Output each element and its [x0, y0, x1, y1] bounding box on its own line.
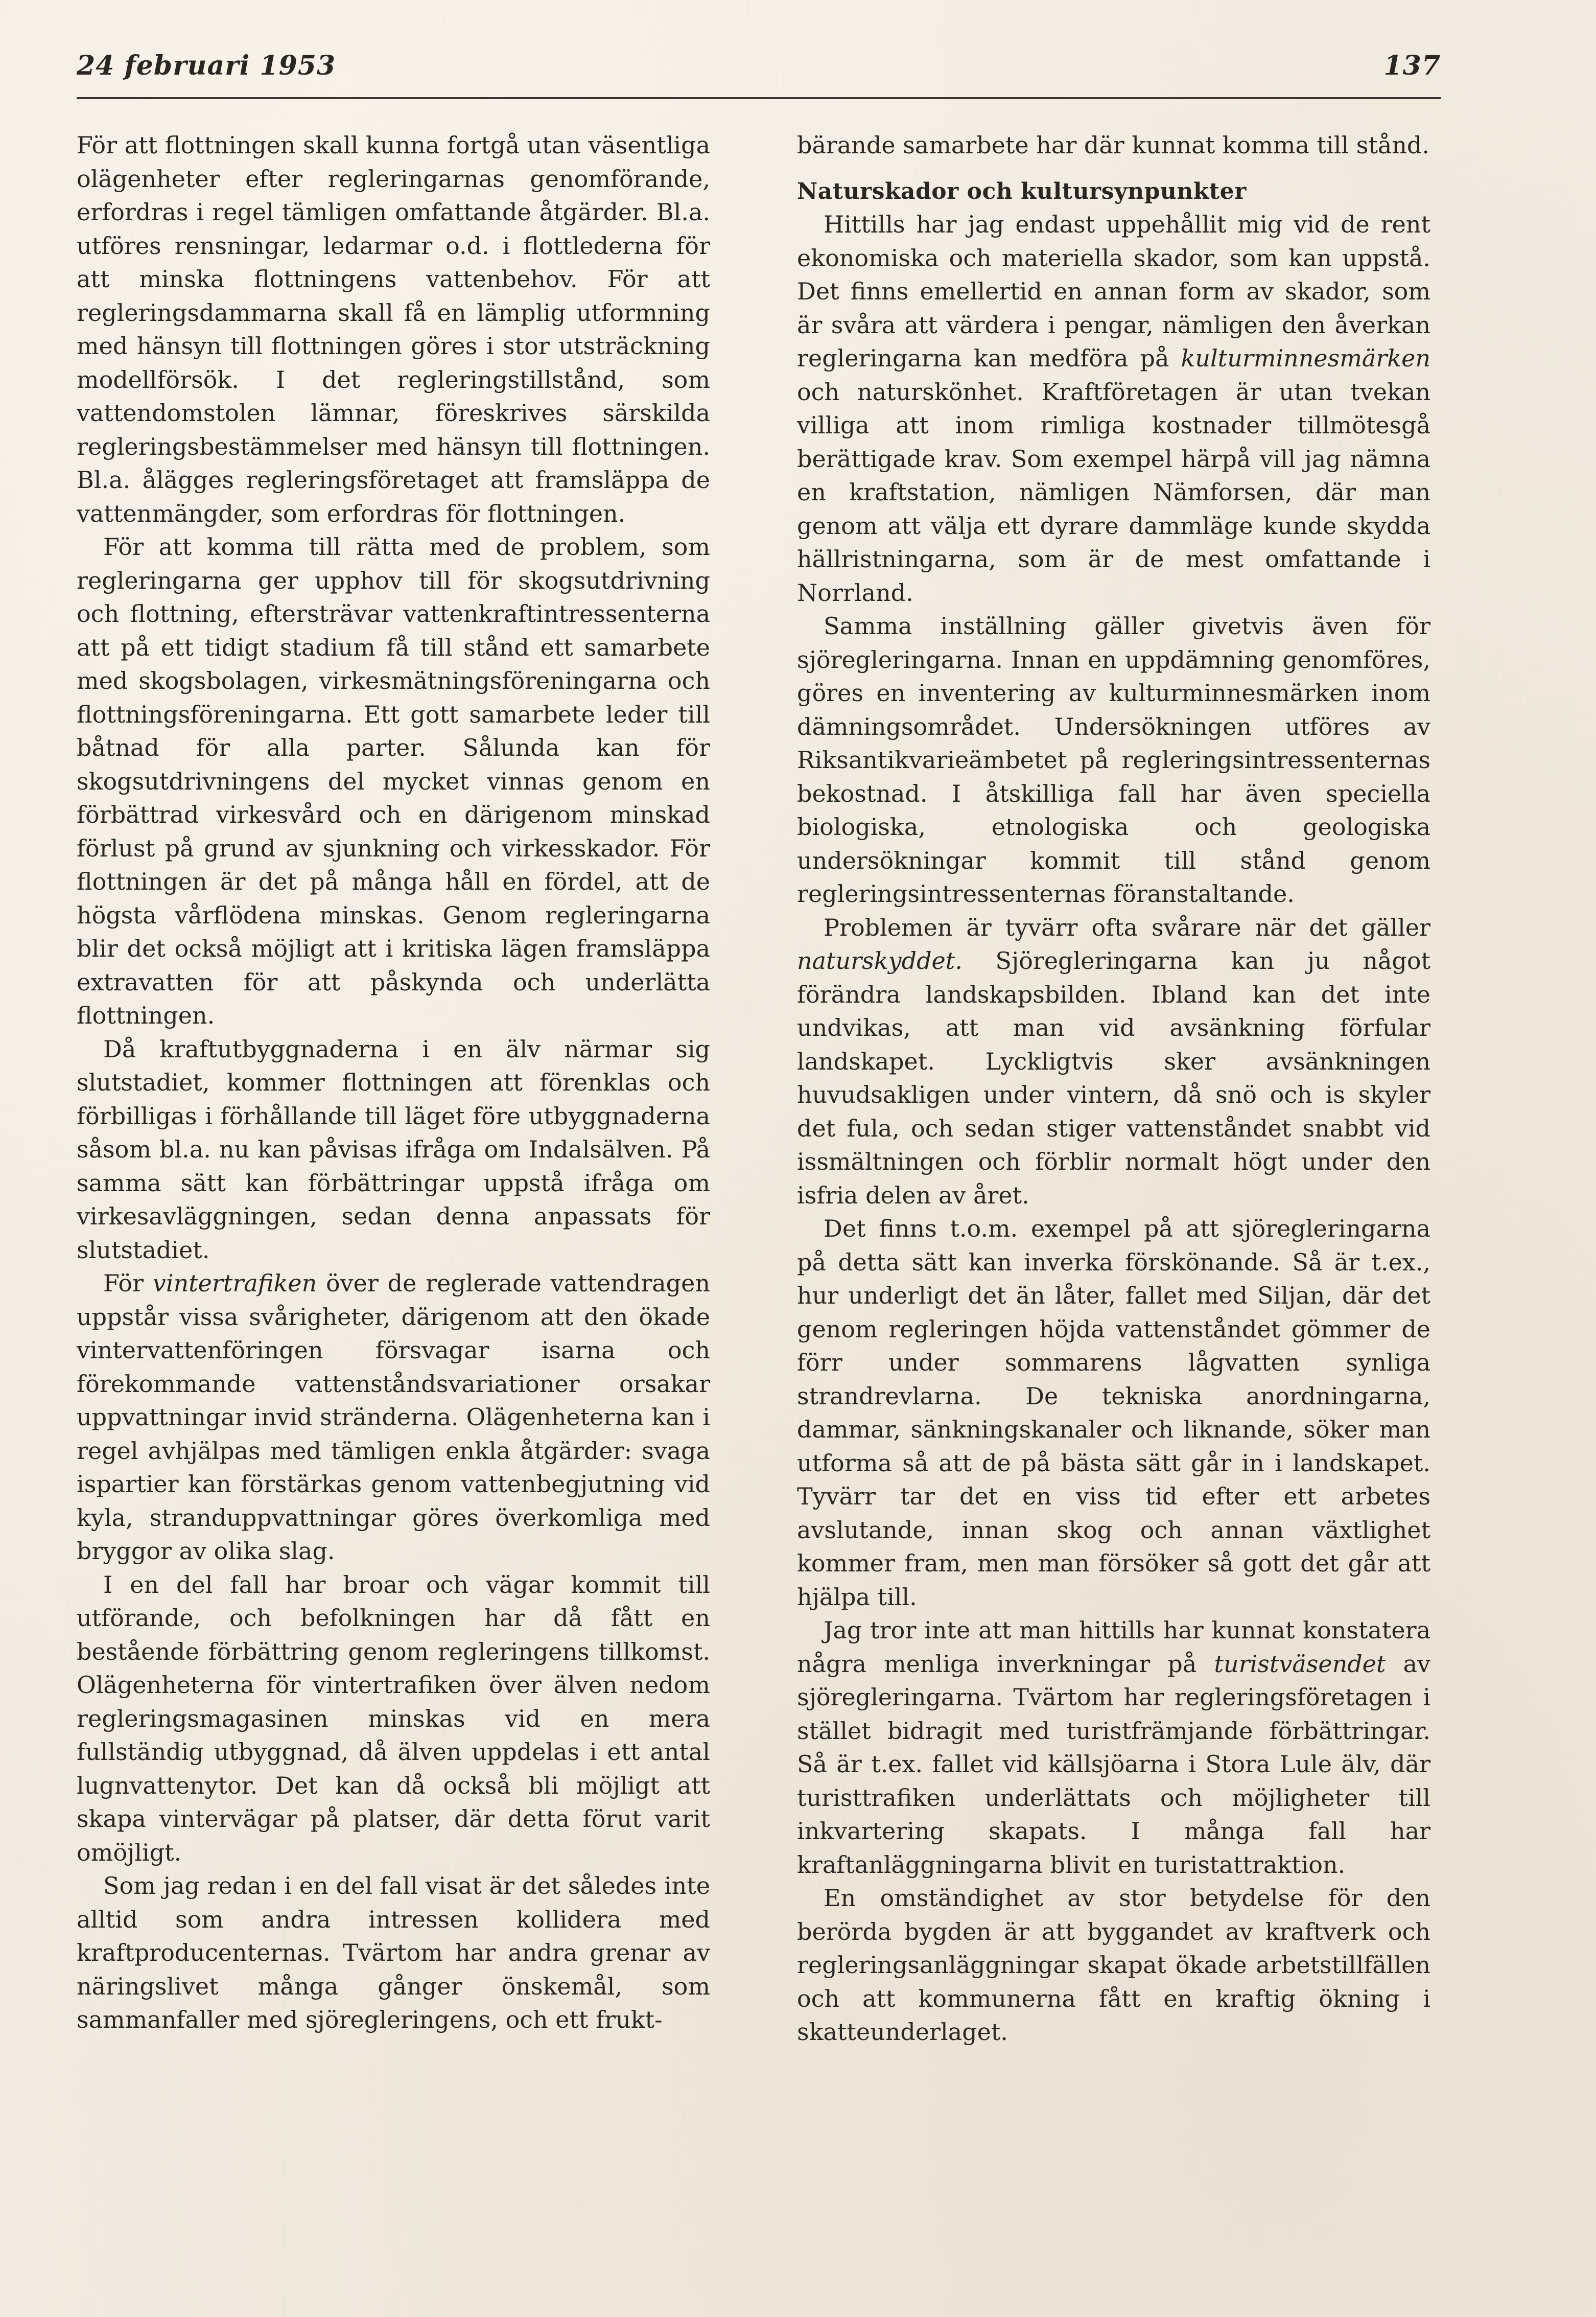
paragraph-vintertrafik — [77, 1267, 710, 1568]
paragraph-continuation: bärande samarbete har där kunnat komma till stånd. — [797, 131, 1430, 159]
text-segment: Hittills har jag endast uppehållit mig vid de rent ekonomiska och materiella skador, som kan uppstå. Det finns emellertid en annan form av skador, som är svåra att värdera i pengar, nämligen den åverkan regleringarna kan medföra på — [797, 211, 1430, 372]
section-heading: Naturskador och kultursynpunkter — [797, 178, 1247, 204]
text-segment: av sjöregleringarna. Tvärtom har regleringsföretagen i stället bidragit med turistfrämjande förbättringar. Så är t.ex. fallet vid källsjöarna i Stora Lule älv, där turisttrafiken underlättats och möjligheter till inkvartering skapats. I många fall har kraftanläggningarna blivit en turistattraktion. — [797, 1650, 1430, 1879]
emphasis-turistvasendet: turistväsendet — [1214, 1650, 1386, 1678]
text-segment: över de reglerade vattendragen uppstår vissa svårigheter, därigenom att den ökade vintervattenföringen försvagar isarna och förekommande vattenståndsvariationer orsakar uppvattningar invid stränderna. Olägenheterna kan i regel avhjälpas med tämligen enkla åtgärder: svaga ispartier kan förstärkas genom vattenbegjutning vid kyla, stranduppvattningar göres överkomliga med bryggor av olika slag. — [77, 1269, 710, 1565]
running-header — [77, 41, 1441, 99]
page-number: 137 — [1383, 50, 1441, 81]
paragraph-flottning-atgarder: För att flottningen skall kunna fortgå utan väsentliga olägenheter efter regleringarnas genomförande, erfordras i regel tämligen omfattande åtgärder. Bl.a. utföres rensningar, ledarmar o.d. i flottlederna för att minska flottningens vattenbehov. För att regleringsdammarna skall få en lämplig utformning med hänsyn till flottningen göres i stor utsträckning modellförsök. I det regleringstillstånd, som vattendomstolen lämnar, föreskrives särskilda regleringsbestämmelser med hänsyn till flottningen. Bl.a. ålägges regleringsföretaget att framsläppa de vattenmängder, som erfordras för flottningen. — [77, 131, 710, 527]
left-column — [77, 129, 710, 2037]
text-segment: Jag tror inte att man hittills har kunnat konstatera några menliga inverkningar på — [797, 1616, 1430, 1678]
text-segment: Problemen är tyvärr ofta svårare när det gäller — [824, 913, 1430, 941]
text-segment: Sjöregleringarna kan ju något förändra landskapsbilden. Ibland kan det inte undvikas, att man vid avsänkning förfular landskapet. Lyckligtvis sker avsänkningen huvudsakligen under vintern, då snö och is skyler det fula, och sedan stiger vattenståndet snabbt vid issmältningen och förblir normalt högt under den isfria delen av året. — [797, 947, 1430, 1209]
paragraph-turistvasen — [797, 1614, 1430, 1882]
emphasis-naturskyddet: naturskyddet. — [797, 947, 963, 975]
emphasis-kulturminnesmarken: kulturminnesmärken — [1181, 344, 1430, 372]
paragraph-andra-intressen: Som jag redan i en del fall visat är det således inte alltid som andra intressen kollidera med kraftproducenternas. Tvärtom har andra grenar av näringslivet många gånger önskemål, som sammanfaller med sjöregleringens, och ett frukt- — [77, 1872, 710, 2033]
paragraph-kraftutbyggnad: Då kraftutbyggnaderna i en älv närmar sig slutstadiet, kommer flottningen att förenklas och förbilligas i förhållande till läget före utbyggnaderna såsom bl.a. nu kan påvisas ifråga om Indalsälven. På samma sätt kan förbättringar uppstå ifråga om virkesavläggningen, sedan denna anpassats för slutstadiet. — [77, 1035, 710, 1264]
issue-date: 24 februari 1953 — [77, 50, 336, 81]
paragraph-broar-vagar: I en del fall har broar och vägar kommit till utförande, och befolkningen har då fått en bestående förbättring genom regleringens tillkomst. Olägenheterna för vintertrafiken över älven nedom regleringsmagasinen minskas vid en mera fullständig utbyggnad, då älven uppdelas i ett antal lugnvattenytor. Det kan då också bli möjligt att skapa vintervägar på platser, där detta förut varit omöjligt. — [77, 1570, 710, 1866]
paragraph-samarbete-skogsbolag: För att komma till rätta med de problem, som regleringarna ger upphov till för skogsutdrivning och flottning, eftersträvar vattenkraftintressenterna att på ett tidigt stadium få till stånd ett samarbete med skogsbolagen, virkesmätningsföreningarna och flottningsföreningarna. Ett gott samarbete leder till båtnad för alla parter. Sålunda kan för skogsutdrivningens del mycket vinnas genom en förbättrad virkesvård och en därigenom minskad förlust på grund av sjunkning och virkesskador. För flottningen är det på många håll en fördel, att de högsta vårflödena minskas. Genom regleringarna blir det också möjligt att i kritiska lägen framsläppa extravatten för att påskynda och underlätta flottningen. — [77, 533, 710, 1029]
text-segment: För — [103, 1269, 153, 1297]
paragraph-naturskydd — [797, 911, 1430, 1213]
emphasis-vintertrafiken: vintertrafiken — [152, 1269, 317, 1297]
text-segment: och naturskönhet. Kraftföretagen är utan tvekan villiga att inom rimliga kostnader tillmötesgå berättigade krav. Som exempel härpå vill jag nämna en kraftstation, nämligen Nämforsen, där man genom att välja ett dyrare dammläge kunde skydda hällristningarna, som är de mest omfattande i Norrland. — [797, 378, 1430, 607]
paragraph-inventering: Samma inställning gäller givetvis även för sjöregleringarna. Innan en uppdämning genomföres, göres en inventering av kulturminnesmärken inom dämningsområdet. Undersökningen utföres av Riksantikvarieämbetet på regleringsintressenternas bekostnad. I åtskilliga fall har även speciella biologiska, etnologiska och geologiska undersökningar kommit till stånd genom regleringsintressenternas föranstaltande. — [797, 612, 1430, 908]
paragraph-arbetstillfallen: En omständighet av stor betydelse för den berörda bygden är att byggandet av kraftverk och regleringsanläggningar skapat ökade arbetstillfällen och att kommunerna fått en kraftig ökning i skatteunderlaget. — [797, 1884, 1430, 2046]
paragraph-forskonande: Det finns t.o.m. exempel på att sjöregleringarna på detta sätt kan inverka förskönande. Så är t.ex., hur underligt det än låter, fallet med Siljan, där det genom regleringen höjda vattenståndet gömmer de förr under sommarens lågvatten synliga strandrevlarna. De tekniska anordningarna, dammar, sänkningskanaler och liknande, söker man utforma så att de på bästa sätt går in i landskapet. Tyvärr tar det en viss tid efter ett arbetes avslutande, innan skog och annan växtlighet kommer fram, men man försöker så gott det går att hjälpa till. — [797, 1215, 1430, 1611]
paragraph-kulturminnen — [797, 208, 1430, 610]
right-column — [797, 129, 1430, 2049]
